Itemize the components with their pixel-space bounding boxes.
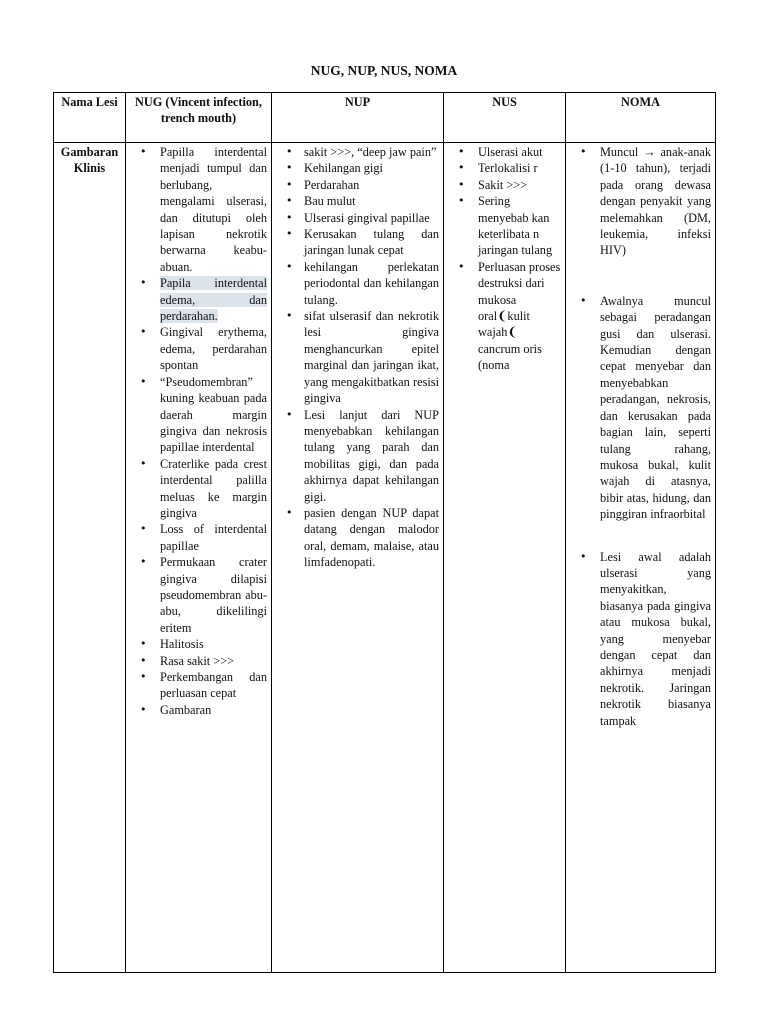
header-noma: NOMA [566,93,716,143]
nup-list [276,143,439,571]
header-nup: NUP [272,93,444,143]
list-item: • Kehilangan gigi [276,160,439,176]
table-header-row [54,93,716,143]
list-item: • pasien dengan NUP dapat datang dengan malodor oral, demam, malaise, atau limfadenopati. [276,505,439,571]
list-item: • sifat ulserasif dan nekrotik lesi gingiva menghancurkan epitel marginal dan jaringan ikat, yang mengakitbatkan resisi gingiva [276,308,439,406]
nup-cell [272,143,444,973]
lesion-comparison-table [53,92,716,973]
list-item: • Sering menyebab kan keterlibata n jaringan tulang [448,193,561,259]
header-nama-lesi: Nama Lesi [54,93,126,143]
list-item: • sakit >>>, “deep jaw pain” [276,144,439,160]
list-item: • kehilangan perlekatan periodontal dan kehilangan tulang. [276,259,439,308]
list-item: • Permukaan crater gingiva dilapisi pseudomembran abu-abu, dikelilingi eritem [130,554,267,636]
list-item: • Gambaran [130,702,267,716]
header-nug: NUG (Vincent infection, trench mouth) [126,93,272,143]
highlighted-text: Papila interdental edema, dan perdarahan. [160,276,267,324]
nus-list [448,143,561,374]
list-item: • Muncul → anak-anak (1-10 tahun), terjadi pada orang dewasa dengan penyakit yang melemahkan (DM, leukemia, infeksi HIV) [570,144,711,259]
list-item: • Rasa sakit >>> [130,653,267,669]
list-item: • Halitosis [130,636,267,652]
list-item: • Lesi awal adalah ulserasi yang menyakitkan, biasanya pada gingiva atau mukosa bukal, yang menyebar dengan cepat dan akhirnya menjadi nekrotik. Jaringan nekrotik biasanya tampak [570,549,711,729]
list-item: • Perluasan proses destruksi dari mukosa oral❨kulit wajah❨ cancrum oris (noma [448,259,561,374]
list-item: • Gingival erythema, edema, perdarahan spontan [130,324,267,373]
list-item: • Craterlike pada crest interdental palilla meluas ke margin gingiva [130,456,267,522]
nug-list [130,143,267,716]
header-nus: NUS [444,93,566,143]
list-item: • Bau mulut [276,193,439,209]
list-item [130,275,267,324]
nus-cell [444,143,566,973]
list-item: • Loss of interdental papillae [130,521,267,554]
list-item: • Awalnya muncul sebagai peradangan gusi dan ulserasi. Kemudian dengan cepat menyebar dan menyebabkan peradangan, nekrosis, dan kerusakan pada bagian lain, seperti tulang rahang, mukosa bukal, kulit wajah di atasnya, bibir atas, hidung, dan pinggiran infraorbital [570,293,711,523]
list-item: • Ulserasi gingival papillae [276,210,439,226]
list-item: • Ulserasi akut [448,144,561,160]
list-item: • Terlokalisi r [448,160,561,176]
list-item: • Sakit >>> [448,177,561,193]
list-item: • Papilla interdental menjadi tumpul dan berlubang, mengalami ulserasi, dan ditutupi oleh lapisan nekrotik berwarna keabu-abuan. [130,144,267,275]
row-label-gambaran-klinis: Gambaran Klinis [54,143,126,973]
noma-list [570,143,711,729]
list-item: • Perkembangan dan perluasan cepat [130,669,267,702]
list-item: • Lesi lanjut dari NUP menyebabkan kehilangan tulang yang parah dan mobilitas gigi, dan pada akhirnya dapat kehilangan gigi. [276,407,439,505]
list-item: • “Pseudomembran” kuning keabuan pada daerah margin gingiva dan nekrosis papillae interdental [130,374,267,456]
list-item: • Perdarahan [276,177,439,193]
table-row [54,143,716,973]
document-title: NUG, NUP, NUS, NOMA [310,63,458,78]
nug-cell [126,143,272,973]
noma-cell [566,143,716,973]
list-item: • Kerusakan tulang dan jaringan lunak cepat [276,226,439,259]
